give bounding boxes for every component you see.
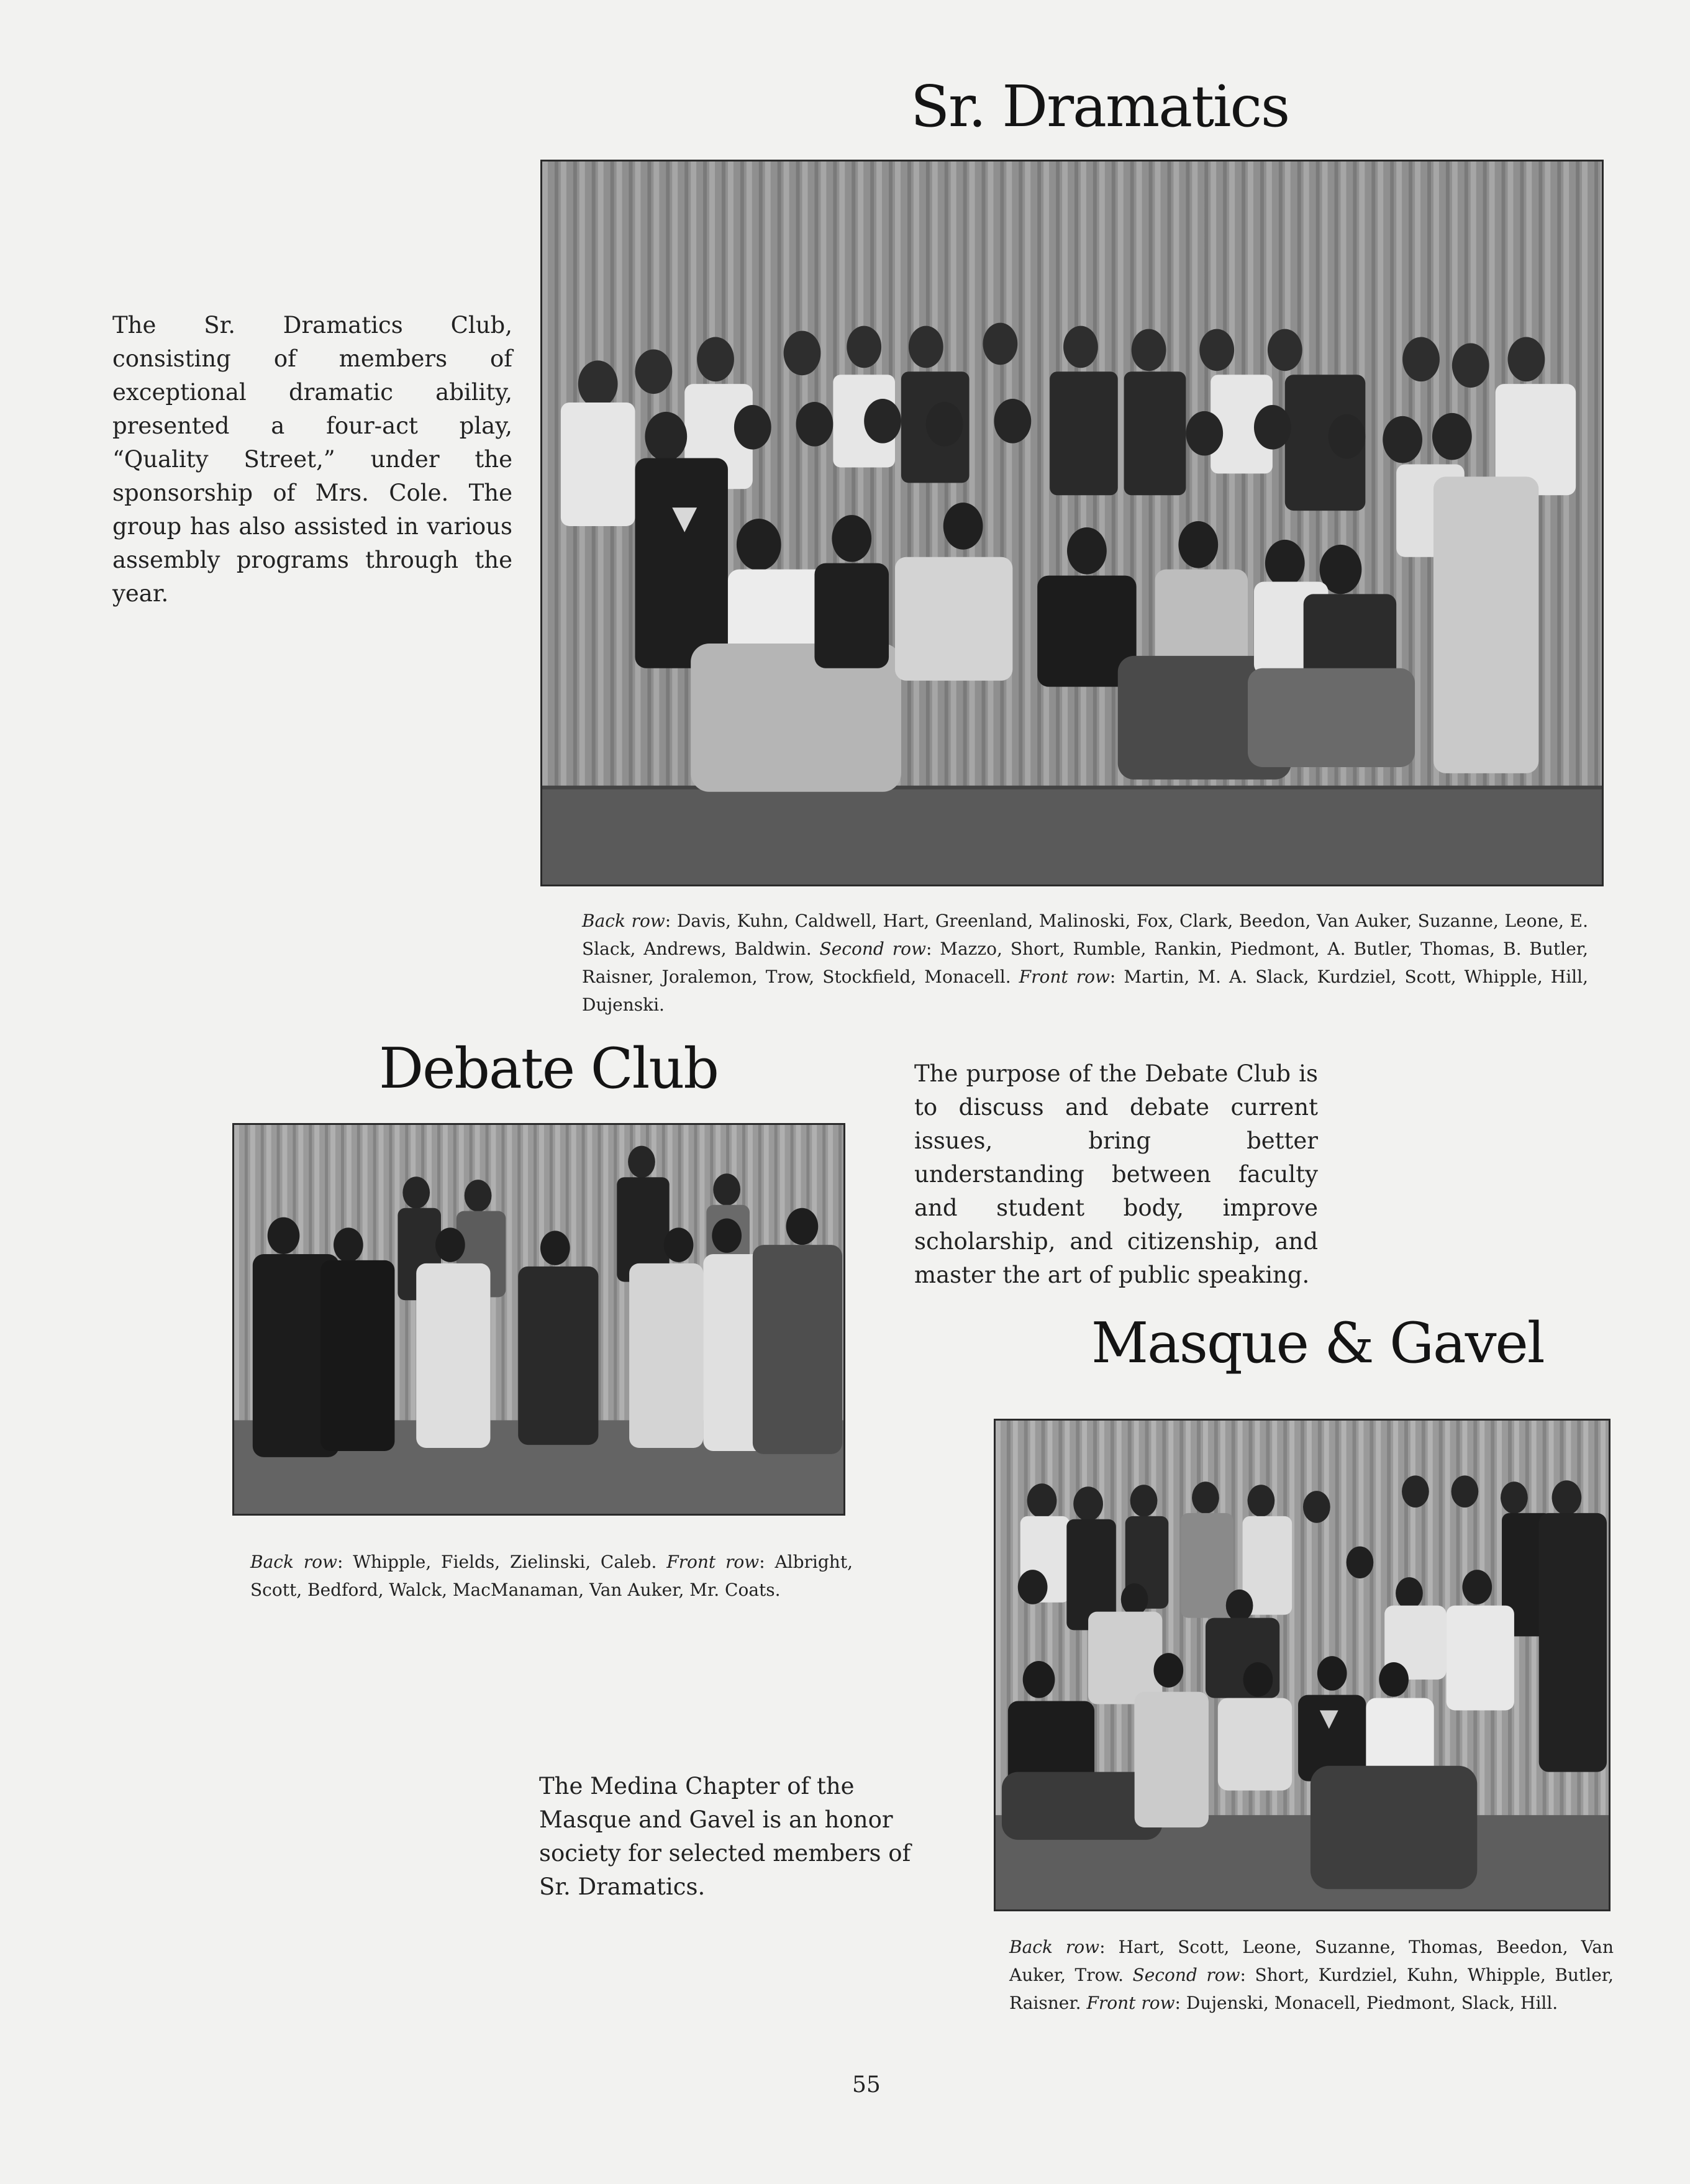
- caption-row-label: Back row: [582, 911, 665, 931]
- caption-row-names: : Martin, M. A. Slack, Kurdziel, Scott, Whipple, Hill, Dujenski.: [582, 967, 1588, 1015]
- caption-row-names: : Davis, Kuhn, Caldwell, Hart, Greenland, Malinoski, Fox, Clark, Beedon, Van Auker, Suzanne, Leone, E. Slack, Andrews, Baldwin.: [582, 911, 1588, 959]
- masque-gavel-caption: [1009, 1933, 1614, 2017]
- caption-row-names: : Mazzo, Short, Rumble, Rankin, Piedmont, A. Butler, Thomas, B. Butler, Raisner, Joralemon, Trow, Stockfield, Monacell.: [582, 939, 1588, 987]
- caption-row-label: Back row: [1009, 1937, 1100, 1957]
- caption-row-names: : Albright, Scott, Bedford, Walck, MacManaman, Van Auker, Mr. Coats.: [250, 1552, 853, 1600]
- caption-row-label: Front row: [1086, 1993, 1175, 2013]
- page-number: 55: [852, 2072, 881, 2098]
- sr-dramatics-description: The Sr. Dramatics Club, consisting of members of exceptional dramatic ability, presented a four-act play, “Quality Street,” under the sponsorship of Mrs. Cole. The group has also assisted in various assembly programs through the year.: [112, 312, 512, 607]
- caption-row-names: : Short, Kurdziel, Kuhn, Whipple, Butler, Raisner.: [1009, 1965, 1614, 2013]
- sr-dramatics-title: Sr. Dramatics: [911, 73, 1289, 140]
- sr-dramatics-photo: [540, 160, 1604, 886]
- caption-row-names: : Dujenski, Monacell, Piedmont, Slack, Hill.: [1174, 1993, 1558, 2013]
- caption-row-names: : Hart, Scott, Leone, Suzanne, Thomas, Beedon, Van Auker, Trow.: [1009, 1937, 1614, 1985]
- caption-row-label: Second row: [1132, 1965, 1240, 1985]
- caption-row-label: Front row: [1019, 967, 1110, 987]
- masque-gavel-description: The Medina Chapter of the Masque and Gavel is an honor society for selected members of Sr. Dramatics.: [539, 1773, 911, 1900]
- debate-club-caption: [250, 1548, 853, 1604]
- caption-row-label: Front row: [666, 1552, 760, 1572]
- caption-row-label: Second row: [819, 939, 926, 959]
- caption-row-names: : Whipple, Fields, Zielinski, Caleb.: [337, 1552, 667, 1572]
- debate-club-description: The purpose of the Debate Club is to discuss and debate current issues, bring better understanding between faculty and student body, improve scholarship, and citizenship, and master the art of public speaking.: [914, 1060, 1318, 1288]
- sr-dramatics-caption: [582, 907, 1588, 1019]
- caption-row-label: Back row: [250, 1552, 337, 1572]
- masque-gavel-title: Masque & Gavel: [1091, 1311, 1544, 1376]
- debate-club-title: Debate Club: [379, 1036, 718, 1101]
- debate-club-photo: [232, 1123, 845, 1516]
- masque-gavel-photo: [994, 1419, 1610, 1911]
